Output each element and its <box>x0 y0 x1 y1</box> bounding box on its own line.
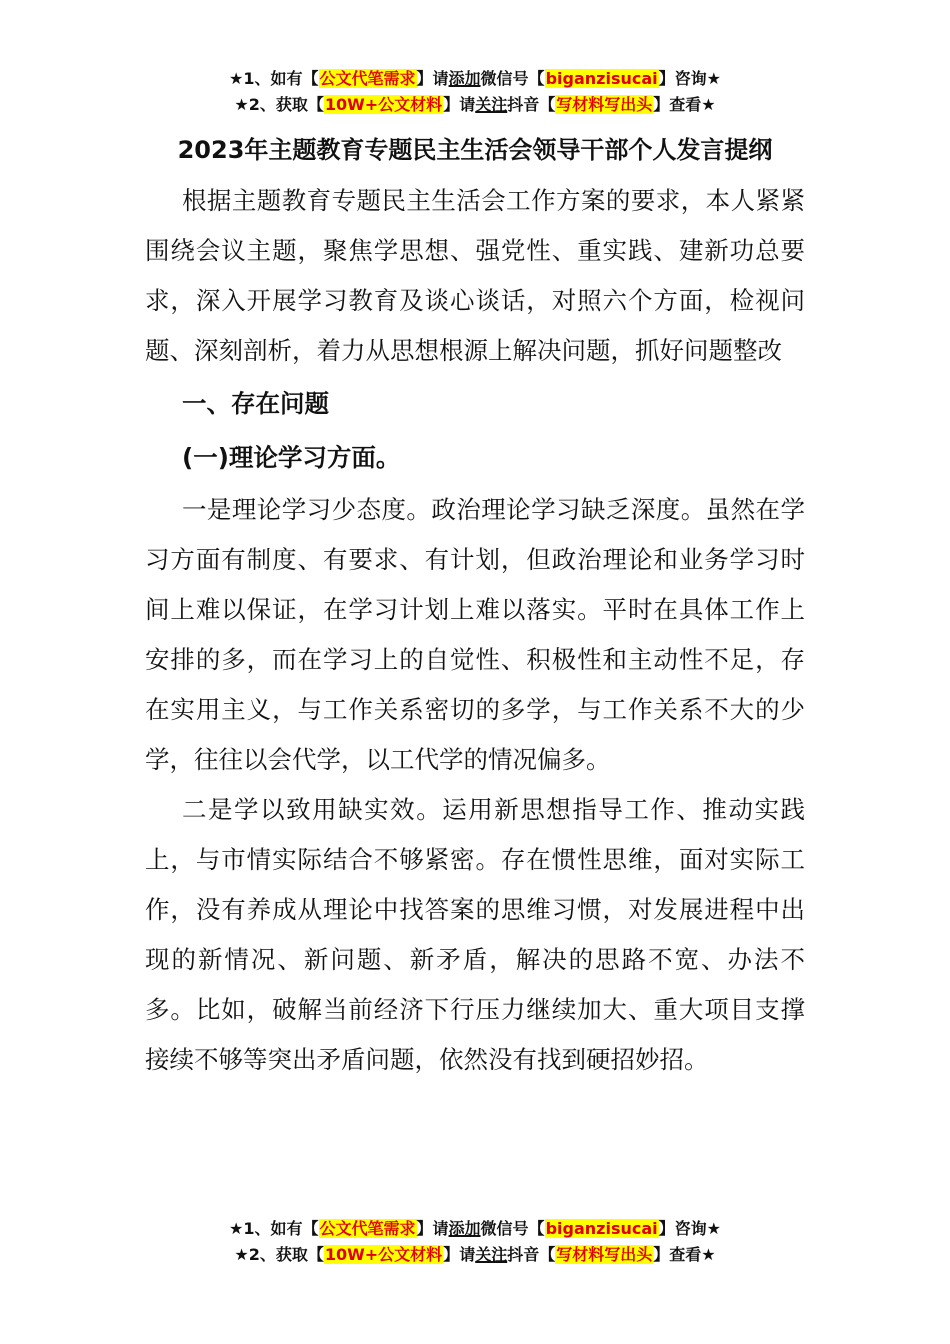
intro-paragraph: 根据主题教育专题民主生活会工作方案的要求，本人紧紧围绕会议主题，聚焦学思想、强党性、重实践、建新功总要求，深入开展学习教育及谈心谈话，对照六个方面，检视问题、深刻剖析，着力从思想根源上解决问题，抓好问题整改 <box>145 186 805 365</box>
highlight-wechat-id: biganzisucai <box>545 69 658 88</box>
footer-line-1 <box>0 1216 950 1242</box>
document-title: 2023年主题教育专题民主生活会领导干部个人发言提纲 <box>177 136 773 164</box>
highlight-douyin-id: 写材料写出头 <box>556 1245 653 1264</box>
section-heading: 一、存在问题 <box>182 389 329 418</box>
footer-line-2 <box>0 1242 950 1268</box>
banner-text: ★2、获取【 <box>234 95 324 114</box>
banner-text: 微信号【 <box>480 69 545 88</box>
banner-text: 】请 <box>416 1219 449 1238</box>
header-banner <box>0 66 950 118</box>
banner-text: 】咨询★ <box>658 1219 721 1238</box>
banner-underlined-text: 添加 <box>448 1219 481 1238</box>
banner-underlined-text: 添加 <box>448 69 481 88</box>
highlight-service: 公文代笔需求 <box>319 69 416 88</box>
paragraph-2: 二是学以致用缺实效。运用新思想指导工作、推动实践上，与市情实际结合不够紧密。存在惯性思维，面对实际工作，没有养成从理论中找答案的思维习惯，对发展进程中出现的新情况、新问题、新矛盾，解决的思路不宽、办法不多。比如，破解当前经济下行压力继续加大、重大项目支撑接续不够等突出矛盾问题，依然没有找到硬招妙招。 <box>145 795 805 1074</box>
banner-text: 】请 <box>443 95 476 114</box>
banner-underlined-text: 关注 <box>475 95 508 114</box>
banner-text: 抖音【 <box>507 95 556 114</box>
banner-underlined-text: 关注 <box>475 1245 508 1264</box>
banner-line-2 <box>0 92 950 118</box>
banner-text: 】咨询★ <box>658 69 721 88</box>
banner-text: 】查看★ <box>653 1245 716 1264</box>
banner-text: 微信号【 <box>480 1219 545 1238</box>
subsection-heading: (一)理论学习方面。 <box>182 443 401 472</box>
footer-banner <box>0 1216 950 1268</box>
banner-text: 抖音【 <box>507 1245 556 1264</box>
banner-text: ★2、获取【 <box>234 1245 324 1264</box>
banner-text: 】请 <box>416 69 449 88</box>
banner-text: 】查看★ <box>653 95 716 114</box>
highlight-materials: 10W+公文材料 <box>324 95 443 114</box>
highlight-douyin-id: 写材料写出头 <box>556 95 653 114</box>
banner-text: 】请 <box>443 1245 476 1264</box>
document-body <box>145 128 805 1085</box>
highlight-wechat-id: biganzisucai <box>545 1219 658 1238</box>
highlight-materials: 10W+公文材料 <box>324 1245 443 1264</box>
banner-line-1 <box>0 66 950 92</box>
banner-text: ★1、如有【 <box>229 1219 319 1238</box>
highlight-service: 公文代笔需求 <box>319 1219 416 1238</box>
paragraph-1: 一是理论学习少态度。政治理论学习缺乏深度。虽然在学习方面有制度、有要求、有计划，但政治理论和业务学习时间上难以保证，在学习计划上难以落实。平时在具体工作上安排的多，而在学习上的自觉性、积极性和主动性不足，存在实用主义，与工作关系密切的多学，与工作关系不大的少学，往往以会代学，以工代学的情况偏多。 <box>145 495 805 774</box>
banner-text: ★1、如有【 <box>229 69 319 88</box>
